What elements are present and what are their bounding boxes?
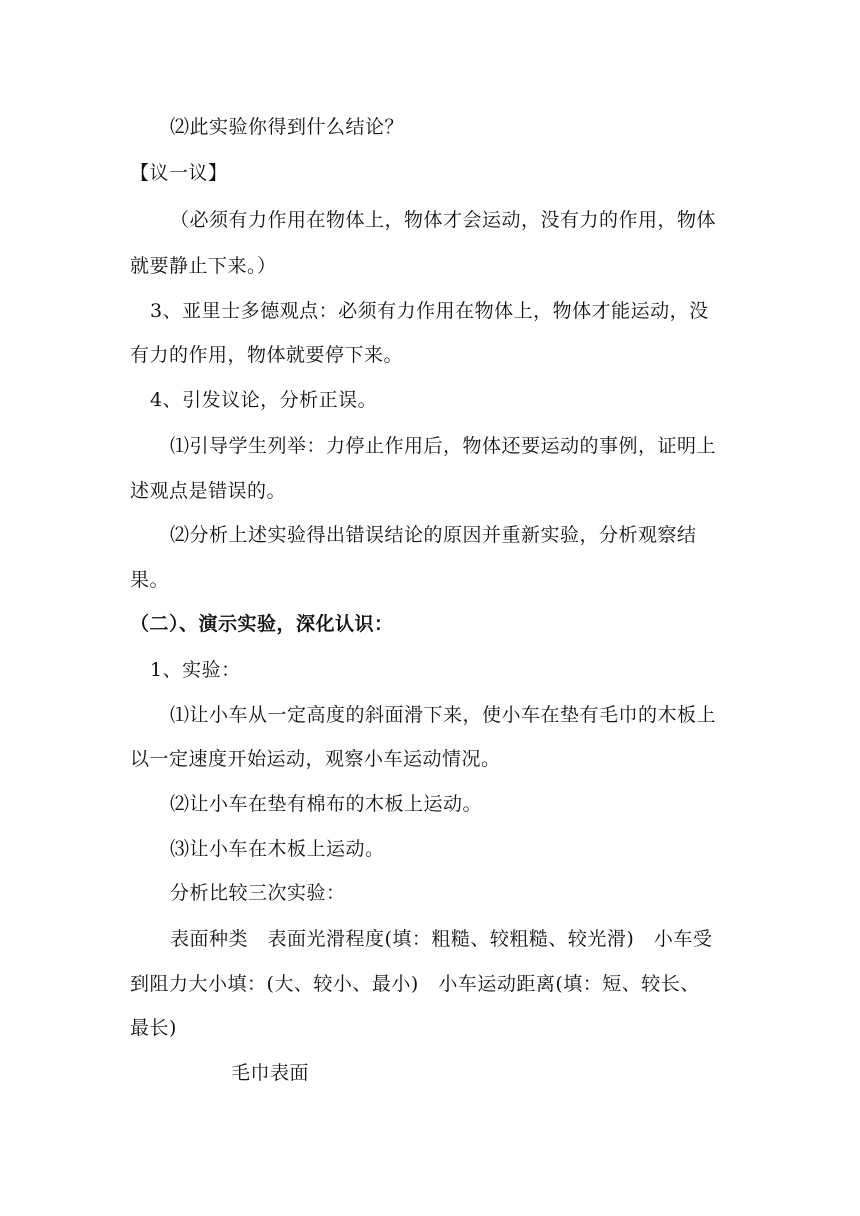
- analyze-experiment-line-1: ⑵分析上述实验得出错误结论的原因并重新实验，分析观察结: [170, 524, 697, 546]
- step-2: ⑵让小车在垫有棉布的木板上运动。: [170, 793, 483, 815]
- discussion-answer-line-2: 就要静止下来。）: [130, 255, 277, 277]
- guide-students-line-1: ⑴引导学生列举：力停止作用后，物体还要运动的事例，证明上: [170, 435, 717, 457]
- compare-heading: 分析比较三次实验：: [170, 882, 346, 904]
- aristotle-view-line-2: 有力的作用，物体就要停下来。: [130, 344, 404, 366]
- step-3: ⑶让小车在木板上运动。: [170, 838, 385, 860]
- discussion-heading: 【议一议】: [130, 162, 228, 184]
- debate-item: 4、引发议论，分析正误。: [150, 389, 378, 411]
- question-conclusion: ⑵此实验你得到什么结论？: [170, 116, 405, 138]
- analyze-experiment-line-2: 果。: [130, 569, 170, 591]
- table-header-line-1: 表面种类 表面光滑程度(填：粗糙、较粗糙、较光滑) 小车受: [170, 928, 713, 950]
- table-header-line-3: 最长): [130, 1017, 177, 1039]
- table-header-line-2: 到阻力大小填：(大、较小、最小) 小车运动距离(填：短、较长、: [130, 973, 700, 995]
- discussion-answer-line-1: （必须有力作用在物体上，物体才会运动，没有力的作用，物体: [170, 209, 717, 231]
- aristotle-view-line-1: 3、亚里士多德观点：必须有力作用在物体上，物体才能运动，没: [150, 300, 709, 322]
- step-1-line-2: 以一定速度开始运动，观察小车运动情况。: [130, 748, 501, 770]
- experiment-item: 1、实验：: [150, 659, 241, 681]
- step-1-line-1: ⑴让小车从一定高度的斜面滑下来，使小车在垫有毛巾的木板上: [170, 704, 717, 726]
- towel-surface-row: 毛巾表面: [231, 1062, 310, 1084]
- guide-students-line-2: 述观点是错误的。: [130, 480, 287, 502]
- section-heading-demo: （二）、演示实验，深化认识：: [130, 613, 394, 635]
